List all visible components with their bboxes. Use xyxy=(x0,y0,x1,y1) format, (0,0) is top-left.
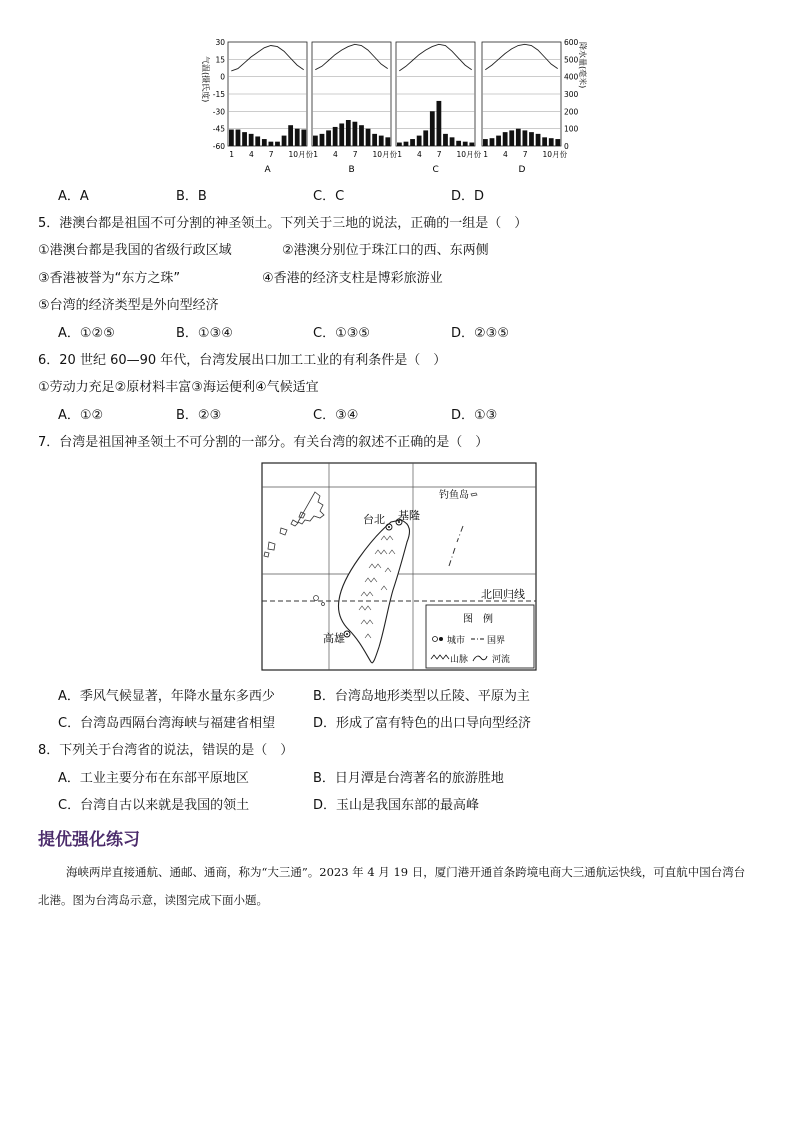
temperature-line xyxy=(485,44,557,69)
month-tick-label: 10月份 xyxy=(542,150,568,159)
precip-bar xyxy=(417,136,422,146)
q5-statement-3: ③香港被誉为“东方之珠” xyxy=(38,271,181,286)
climate-panel-d xyxy=(482,42,568,175)
panel-letter: C xyxy=(432,165,439,175)
q4-option-b[interactable]: B．B xyxy=(176,189,207,204)
precip-bar xyxy=(236,130,241,146)
precip-bar xyxy=(255,136,260,146)
label-gaoxiong: 高雄 xyxy=(323,632,345,645)
q8-option-b[interactable]: B．日月潭是台湾著名的旅游胜地 xyxy=(313,771,504,786)
left-tick-label: -60 xyxy=(212,142,225,151)
month-tick-label: 10月份 xyxy=(288,150,314,159)
left-tick-label: -45 xyxy=(212,124,225,134)
precip-bar xyxy=(372,134,377,146)
legend-river: 河流 xyxy=(492,655,511,665)
q7-option-b[interactable]: B．台湾岛地形类型以丘陵、平原为主 xyxy=(313,689,530,704)
precip-bar xyxy=(320,134,325,146)
right-axis-label: 降水量(毫米) xyxy=(578,42,587,89)
q6-option-d[interactable]: D．①③ xyxy=(451,408,498,423)
precip-bar xyxy=(282,136,287,146)
label-taibei: 台北 xyxy=(363,513,385,526)
panel-letter: B xyxy=(348,165,355,175)
legend-city: 城市 xyxy=(447,636,466,646)
month-tick-label: 7 xyxy=(436,150,442,159)
right-tick-label: 400 xyxy=(564,72,579,82)
month-tick-label: 4 xyxy=(503,150,508,159)
precip-bar xyxy=(301,130,306,146)
right-tick-label: 100 xyxy=(564,124,579,134)
month-tick-label: 10月份 xyxy=(456,150,482,159)
precip-bar xyxy=(313,136,318,146)
q5-statement-4: ④香港的经济支柱是博彩旅游业 xyxy=(262,271,443,286)
precip-bar xyxy=(288,125,293,146)
precip-bar xyxy=(269,142,274,146)
passage: 海峡两岸直接通航、通邮、通商，称为“大三通”。2023 年 4 月 19 日，厦门港开通首条跨境电商大三通航运快线，可直航中国台湾台北港。图为台湾岛示意，读图完成下面小题。 xyxy=(38,865,746,907)
precip-bar xyxy=(404,142,409,146)
precip-bar xyxy=(229,130,234,146)
panel-letter: A xyxy=(264,165,271,175)
precip-bar xyxy=(379,136,384,146)
month-tick-label: 7 xyxy=(522,150,528,159)
q6-option-a[interactable]: A．①② xyxy=(58,408,104,423)
precip-bar xyxy=(523,130,528,146)
climate-panel-c xyxy=(396,42,482,175)
precip-bar xyxy=(275,142,280,146)
month-tick-label: 7 xyxy=(352,150,358,159)
taiwan-map xyxy=(261,462,537,672)
legend-border: 国界 xyxy=(487,636,506,646)
precip-bar xyxy=(249,134,254,146)
precip-bar xyxy=(437,101,442,146)
precip-bar xyxy=(430,111,435,146)
precip-bar xyxy=(366,129,371,146)
month-tick-label: 1 xyxy=(483,150,489,159)
q7-option-d[interactable]: D．形成了富有特色的出口导向型经济 xyxy=(313,716,532,731)
precip-bar xyxy=(410,139,415,146)
right-tick-label: 600 xyxy=(564,38,579,47)
q4-option-a[interactable]: A．A xyxy=(58,189,89,204)
precip-bar xyxy=(359,125,364,146)
left-tick-label: -15 xyxy=(212,90,225,99)
panel-letter: D xyxy=(518,165,526,175)
q5-statement-1: ①港澳台都是我国的省级行政区域 xyxy=(38,243,232,258)
precip-bar xyxy=(346,120,351,146)
month-tick-label: 7 xyxy=(268,150,274,159)
precip-bar xyxy=(496,136,501,146)
q8-option-c[interactable]: C．台湾自古以来就是我国的领土 xyxy=(58,798,250,813)
label-jilong: 基隆 xyxy=(398,509,420,522)
temperature-line xyxy=(315,44,387,69)
right-tick-label: 500 xyxy=(564,55,579,65)
precip-bar xyxy=(423,130,428,146)
temperature-line xyxy=(231,46,303,71)
precip-bar xyxy=(483,139,488,146)
q4-option-d[interactable]: D．D xyxy=(451,189,485,204)
month-tick-label: 1 xyxy=(397,150,403,159)
legend-mountain: 山脉 xyxy=(450,655,469,665)
month-tick-label: 4 xyxy=(417,150,422,159)
precip-bar xyxy=(339,123,344,146)
q5-option-b[interactable]: B．①③④ xyxy=(176,326,233,341)
precip-bar xyxy=(385,137,390,146)
section-title: 提优强化练习 xyxy=(38,830,140,850)
month-tick-label: 4 xyxy=(249,150,254,159)
q5-statement-2: ②港澳分别位于珠江口的西、东两侧 xyxy=(282,243,489,258)
right-tick-label: 300 xyxy=(564,90,579,99)
q6-option-b[interactable]: B．②③ xyxy=(176,408,222,423)
precip-bar xyxy=(295,129,300,146)
right-tick-label: 0 xyxy=(564,142,569,151)
label-diaoyu: 钓鱼岛 xyxy=(439,490,469,501)
q7-option-c[interactable]: C．台湾岛西隔台湾海峡与福建省相望 xyxy=(58,716,276,731)
left-tick-label: 15 xyxy=(215,55,225,65)
month-tick-label: 1 xyxy=(229,150,235,159)
left-tick-label: -30 xyxy=(212,107,225,117)
precip-bar xyxy=(529,132,534,146)
label-tropic: 北回归线 xyxy=(481,588,525,601)
q4-option-c[interactable]: C．C xyxy=(313,189,345,204)
precip-bar xyxy=(463,142,468,146)
month-tick-label: 4 xyxy=(333,150,338,159)
right-tick-label: 200 xyxy=(564,107,579,117)
precip-bar xyxy=(490,138,495,146)
precip-bar xyxy=(450,137,455,146)
left-tick-label: 0 xyxy=(220,72,225,82)
q6-stem: 6．20 世纪 60—90 年代，台湾发展出口加工工业的有利条件是（ ） xyxy=(38,353,447,368)
left-axis-label: 气温(摄氏度) xyxy=(201,56,210,103)
precip-bar xyxy=(456,141,461,146)
q6-statements: ①劳动力充足②原材料丰富③海运便利④气候适宜 xyxy=(38,380,319,395)
climate-panel-b xyxy=(312,42,398,175)
precip-bar xyxy=(443,134,448,146)
q7-stem: 7．台湾是祖国神圣领土不可分割的一部分。有关台湾的叙述不正确的是（ ） xyxy=(38,435,489,450)
precip-bar xyxy=(509,130,514,146)
q5-option-c[interactable]: C．①③⑤ xyxy=(313,326,371,341)
temperature-line xyxy=(399,44,471,71)
map-legend xyxy=(426,605,534,668)
q6-option-c[interactable]: C．③④ xyxy=(313,408,359,423)
precip-bar xyxy=(549,138,554,146)
left-tick-label: 30 xyxy=(215,38,225,47)
q5-statement-5: ⑤台湾的经济类型是外向型经济 xyxy=(38,298,219,313)
precip-bar xyxy=(555,139,560,146)
precip-bar xyxy=(262,139,267,146)
precip-bar xyxy=(333,127,338,146)
precip-bar xyxy=(542,137,547,146)
precip-bar xyxy=(469,143,474,146)
q8-option-a[interactable]: A．工业主要分布在东部平原地区 xyxy=(58,771,249,786)
q5-stem: 5．港澳台都是祖国不可分割的神圣领土。下列关于三地的说法，正确的一组是（ ） xyxy=(38,216,528,231)
precip-bar xyxy=(242,132,247,146)
precip-bar xyxy=(326,130,331,146)
climate-charts xyxy=(195,34,585,179)
precip-bar xyxy=(536,134,541,146)
precip-bar xyxy=(516,129,521,146)
legend-title: 图 例 xyxy=(463,614,493,625)
q8-option-d[interactable]: D．玉山是我国东部的最高峰 xyxy=(313,798,480,813)
month-tick-label: 1 xyxy=(313,150,319,159)
q8-stem: 8．下列关于台湾省的说法，错误的是（ ） xyxy=(38,743,294,758)
precip-bar xyxy=(353,122,358,146)
q7-option-a[interactable]: A．季风气候显著，年降水量东多西少 xyxy=(58,689,275,704)
climate-panel-a xyxy=(228,42,314,175)
precip-bar xyxy=(503,132,508,146)
q5-option-a[interactable]: A．①②⑤ xyxy=(58,326,115,341)
precip-bar xyxy=(397,143,402,146)
q5-option-d[interactable]: D．②③⑤ xyxy=(451,326,509,341)
month-tick-label: 10月份 xyxy=(372,150,398,159)
